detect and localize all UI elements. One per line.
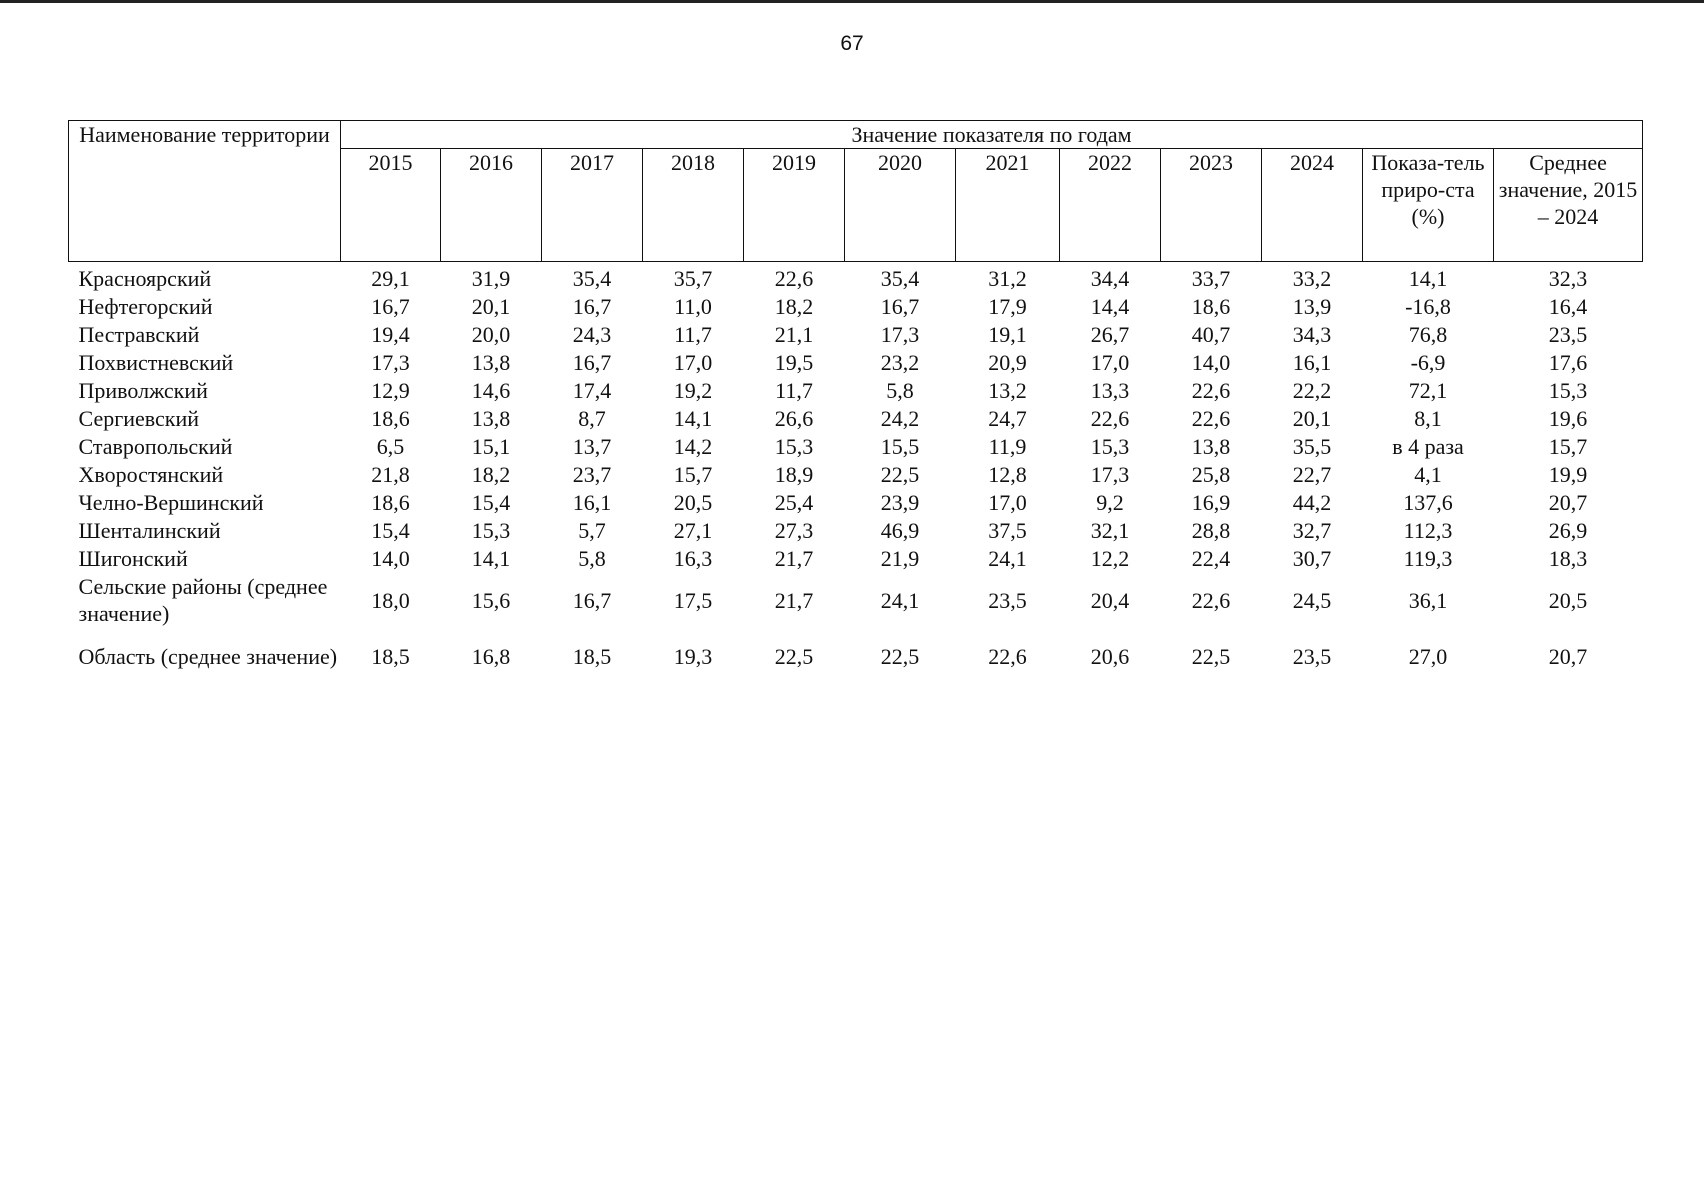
value-cell: 14,0	[371, 545, 410, 571]
value-cell: -6,9	[1410, 349, 1446, 375]
indicator-table	[68, 120, 1643, 684]
value-cell: 32,1	[1090, 517, 1130, 543]
value-cell: 5,8	[578, 545, 606, 571]
table-row	[69, 628, 1643, 684]
value-cell: 11,7	[775, 377, 813, 403]
value-cell: 23,5	[988, 587, 1027, 613]
value-cell: 22,2	[1292, 377, 1332, 403]
value-cell: 9,2	[1096, 489, 1124, 515]
value-cell: 22,6	[1090, 405, 1130, 431]
value-cell: 15,3	[1090, 433, 1130, 459]
value-cell: 16,1	[572, 489, 612, 515]
value-cell: 18,3	[1548, 545, 1588, 571]
value-cell: 30,7	[1292, 545, 1332, 571]
value-cell: 19,3	[673, 643, 713, 669]
value-cell: 16,1	[1292, 349, 1332, 375]
value-cell: 46,9	[880, 517, 920, 543]
value-cell: 35,4	[880, 265, 920, 291]
column-header: 2016	[441, 149, 542, 262]
table-row	[69, 348, 1643, 376]
value-cell: 13,8	[1191, 433, 1231, 459]
column-header: 2015	[341, 149, 441, 262]
column-header: 2021	[956, 149, 1060, 262]
value-cell: 13,3	[1090, 377, 1130, 403]
value-cell: 13,7	[572, 433, 612, 459]
value-cell: 8,7	[578, 405, 606, 431]
value-cell: 14,6	[471, 377, 511, 403]
value-cell: 25,8	[1191, 461, 1231, 487]
value-cell: 14,1	[1408, 265, 1448, 291]
table-row	[69, 320, 1643, 348]
value-cell: 23,9	[880, 489, 920, 515]
value-cell: 14,0	[1191, 349, 1231, 375]
value-cell: 119,3	[1403, 545, 1453, 571]
value-cell: 14,1	[471, 545, 511, 571]
value-cell: 21,7	[774, 545, 814, 571]
territory-name: Приволжский	[78, 377, 208, 403]
value-cell: 40,7	[1191, 321, 1231, 347]
value-cell: 12,8	[988, 461, 1027, 487]
territory-name: Нефтегорский	[78, 293, 213, 319]
value-cell: 15,3	[774, 433, 814, 459]
value-cell: 4,1	[1414, 461, 1442, 487]
value-cell: 17,9	[988, 293, 1027, 319]
value-cell: 6,5	[376, 433, 405, 459]
value-cell: 11,7	[674, 321, 712, 347]
value-cell: 20,5	[1548, 587, 1588, 613]
column-header: Среднее значение, 2015 – 2024	[1494, 149, 1643, 262]
value-cell: 20,4	[1090, 587, 1130, 613]
value-cell: 11,9	[988, 433, 1027, 459]
value-cell: 23,5	[1548, 321, 1588, 347]
value-cell: 12,2	[1090, 545, 1130, 571]
value-cell: 26,7	[1090, 321, 1130, 347]
value-cell: 22,5	[1191, 643, 1231, 669]
value-cell: 35,5	[1292, 433, 1332, 459]
table-row	[69, 376, 1643, 404]
value-cell: 24,5	[1292, 587, 1332, 613]
value-cell: 23,2	[880, 349, 920, 375]
column-header: Показа-тель приро-ста (%)	[1363, 149, 1494, 262]
table-row	[69, 292, 1643, 320]
value-cell: 19,4	[371, 321, 410, 347]
column-header: 2020	[845, 149, 956, 262]
value-cell: 22,6	[774, 265, 814, 291]
territory-name: Сергиевский	[78, 405, 200, 431]
value-cell: 22,6	[1191, 405, 1231, 431]
value-cell: 16,7	[371, 293, 410, 319]
value-cell: 19,2	[673, 377, 713, 403]
value-cell: 5,8	[886, 377, 914, 403]
table-row	[69, 572, 1643, 628]
value-cell: 20,6	[1090, 643, 1130, 669]
territory-name: Челно-Вершинский	[78, 489, 264, 515]
value-cell: 26,9	[1548, 517, 1588, 543]
value-cell: 16,7	[572, 349, 612, 375]
value-cell: 16,3	[673, 545, 713, 571]
value-cell: 15,6	[471, 587, 511, 613]
value-cell: 31,9	[471, 265, 511, 291]
value-cell: 19,9	[1548, 461, 1588, 487]
value-cell: 22,4	[1191, 545, 1231, 571]
value-cell: 20,7	[1548, 643, 1588, 669]
column-header: 2019	[744, 149, 845, 262]
table-row	[69, 460, 1643, 488]
table-body	[69, 262, 1643, 685]
header-values-by-year: Значение показателя по годам	[341, 121, 1643, 149]
value-cell: 13,8	[471, 349, 511, 375]
value-cell: 22,5	[774, 643, 814, 669]
territory-name: Область (среднее значение)	[78, 643, 338, 669]
value-cell: 22,6	[1191, 377, 1231, 403]
value-cell: 32,7	[1292, 517, 1332, 543]
value-cell: 24,1	[988, 545, 1027, 571]
value-cell: 15,4	[471, 489, 511, 515]
value-cell: 8,1	[1414, 405, 1442, 431]
table-row	[69, 516, 1643, 544]
value-cell: 18,2	[471, 461, 511, 487]
value-cell: 11,0	[674, 293, 712, 319]
value-cell: 27,0	[1408, 643, 1448, 669]
value-cell: 16,8	[471, 643, 511, 669]
value-cell: 24,2	[880, 405, 920, 431]
value-cell: 19,1	[988, 321, 1027, 347]
value-cell: 22,6	[1191, 587, 1231, 613]
value-cell: 21,1	[774, 321, 814, 347]
value-cell: 112,3	[1403, 517, 1453, 543]
value-cell: 13,9	[1292, 293, 1332, 319]
territory-name: Красноярский	[78, 265, 212, 291]
value-cell: 5,7	[578, 517, 606, 543]
value-cell: 23,5	[1292, 643, 1332, 669]
value-cell: -16,8	[1405, 293, 1451, 319]
value-cell: 15,7	[1548, 433, 1588, 459]
value-cell: 36,1	[1408, 587, 1448, 613]
value-cell: 24,3	[572, 321, 612, 347]
value-cell: 20,7	[1548, 489, 1588, 515]
value-cell: 17,0	[673, 349, 713, 375]
column-header: 2024	[1262, 149, 1363, 262]
territory-name: Сельские районы (среднее значение)	[78, 574, 328, 626]
value-cell: 34,4	[1090, 265, 1130, 291]
value-cell: 17,0	[1090, 349, 1130, 375]
value-cell: 19,6	[1548, 405, 1588, 431]
value-cell: 19,5	[774, 349, 814, 375]
value-cell: 16,7	[572, 293, 612, 319]
value-cell: 17,4	[572, 377, 612, 403]
value-cell: 15,3	[471, 517, 511, 543]
value-cell: 15,1	[471, 433, 511, 459]
value-cell: 72,1	[1408, 377, 1448, 403]
value-cell: 18,5	[572, 643, 612, 669]
value-cell: 21,8	[371, 461, 410, 487]
value-cell: 27,3	[774, 517, 814, 543]
value-cell: 20,9	[988, 349, 1027, 375]
value-cell: 22,5	[880, 643, 920, 669]
value-cell: 24,7	[988, 405, 1027, 431]
value-cell: 35,4	[572, 265, 612, 291]
value-cell: 23,7	[572, 461, 612, 487]
value-cell: 15,5	[880, 433, 920, 459]
value-cell: 20,1	[1292, 405, 1332, 431]
column-header: 2017	[542, 149, 643, 262]
value-cell: 20,5	[673, 489, 713, 515]
value-cell: 16,7	[572, 587, 612, 613]
value-cell: 32,3	[1548, 265, 1588, 291]
value-cell: 13,2	[988, 377, 1027, 403]
value-cell: 17,3	[880, 321, 920, 347]
territory-name: Ставропольский	[78, 433, 233, 459]
value-cell: 15,4	[371, 517, 410, 543]
value-cell: 33,7	[1191, 265, 1231, 291]
value-cell: 137,6	[1403, 489, 1453, 515]
value-cell: 18,2	[774, 293, 814, 319]
territory-name: Хворостянский	[78, 461, 224, 487]
value-cell: 18,0	[371, 587, 410, 613]
value-cell: 17,3	[371, 349, 410, 375]
value-cell: 17,6	[1548, 349, 1588, 375]
value-cell: 22,7	[1292, 461, 1332, 487]
value-cell: 12,9	[371, 377, 410, 403]
table-row	[69, 432, 1643, 460]
top-border-line	[0, 0, 1704, 3]
column-header: 2018	[643, 149, 744, 262]
value-cell: 21,9	[880, 545, 920, 571]
value-cell: в 4 раза	[1392, 433, 1464, 459]
column-header: 2022	[1060, 149, 1161, 262]
territory-name: Шигонский	[78, 545, 188, 571]
value-cell: 17,3	[1090, 461, 1130, 487]
value-cell: 15,3	[1548, 377, 1588, 403]
value-cell: 76,8	[1408, 321, 1448, 347]
value-cell: 20,1	[471, 293, 511, 319]
value-cell: 17,0	[988, 489, 1027, 515]
value-cell: 14,1	[673, 405, 713, 431]
value-cell: 14,4	[1090, 293, 1130, 319]
value-cell: 13,8	[471, 405, 511, 431]
table-row	[69, 488, 1643, 516]
value-cell: 18,6	[371, 405, 410, 431]
value-cell: 14,2	[673, 433, 713, 459]
value-cell: 15,7	[673, 461, 713, 487]
value-cell: 44,2	[1292, 489, 1332, 515]
value-cell: 22,5	[880, 461, 920, 487]
value-cell: 34,3	[1292, 321, 1332, 347]
value-cell: 22,6	[988, 643, 1027, 669]
column-header: 2023	[1161, 149, 1262, 262]
table-row	[69, 404, 1643, 432]
page-number: 67	[840, 32, 864, 55]
value-cell: 27,1	[673, 517, 713, 543]
value-cell: 18,6	[1191, 293, 1231, 319]
value-cell: 16,9	[1191, 489, 1231, 515]
value-cell: 21,7	[774, 587, 814, 613]
value-cell: 18,6	[371, 489, 410, 515]
value-cell: 24,1	[880, 587, 920, 613]
territory-name: Пестравский	[78, 321, 200, 347]
value-cell: 33,2	[1292, 265, 1332, 291]
value-cell: 26,6	[774, 405, 814, 431]
header-territory-name: Наименование территории	[69, 121, 341, 262]
value-cell: 16,7	[880, 293, 920, 319]
value-cell: 18,9	[774, 461, 814, 487]
value-cell: 16,4	[1548, 293, 1588, 319]
value-cell: 31,2	[988, 265, 1027, 291]
territory-name: Шенталинский	[78, 517, 221, 543]
value-cell: 35,7	[673, 265, 713, 291]
value-cell: 18,5	[371, 643, 410, 669]
value-cell: 20,0	[471, 321, 511, 347]
table-row	[69, 262, 1643, 293]
value-cell: 17,5	[673, 587, 713, 613]
table-row	[69, 544, 1643, 572]
value-cell: 25,4	[774, 489, 814, 515]
value-cell: 29,1	[371, 265, 410, 291]
value-cell: 37,5	[988, 517, 1027, 543]
value-cell: 28,8	[1191, 517, 1231, 543]
territory-name: Похвистневский	[78, 349, 234, 375]
